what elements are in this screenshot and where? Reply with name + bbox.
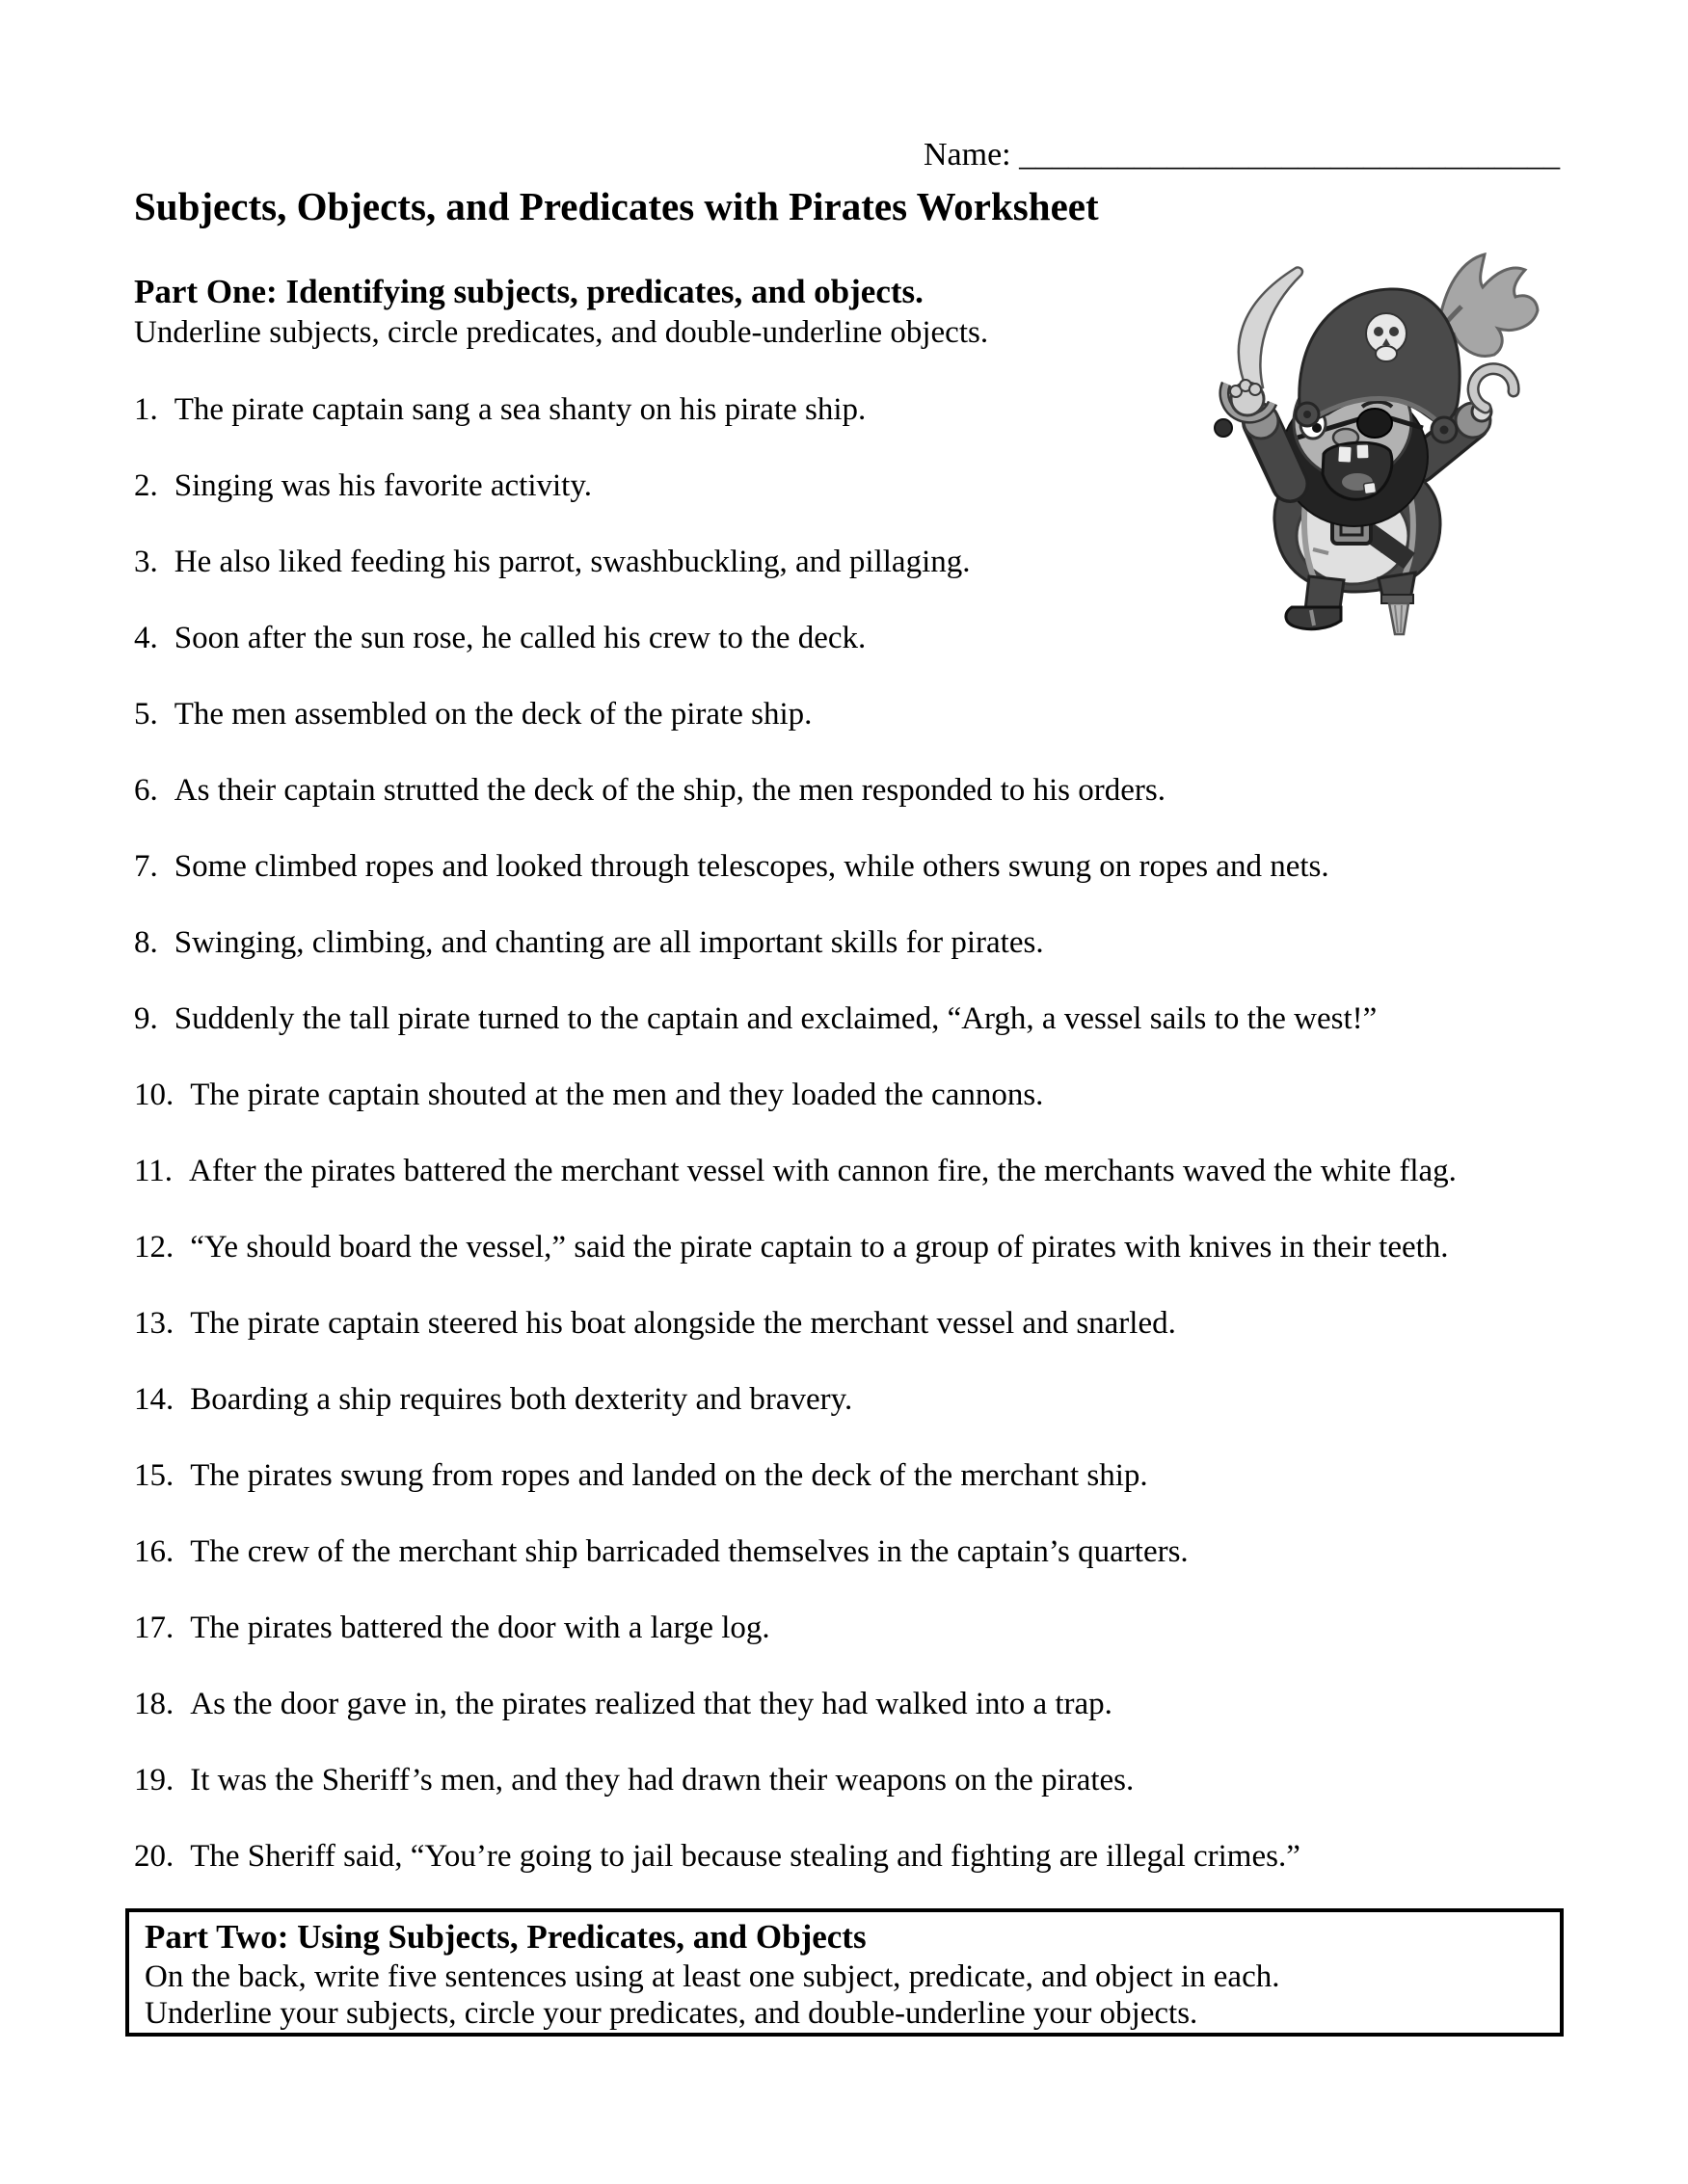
skull-eye-left [1374,327,1383,336]
tooth-upper-right [1356,444,1370,459]
sword-blade [1239,267,1302,395]
sentence-number: 13. [134,1306,174,1341]
sentence-text: Soon after the sun rose, he called his crew to the deck. [174,621,867,655]
knuckle-3 [1249,384,1261,395]
sentence-text: He also liked feeding his parrot, swashbuckling, and pillaging. [174,545,971,579]
sentence-text: As their captain strutted the deck of the ship, the men responded to his orders. [174,773,1166,808]
part-one-heading: Part One: Identifying subjects, predicates, and objects. [134,273,924,310]
hat-curl-right-inner [1440,426,1449,435]
pirate-illustration [1166,231,1542,636]
name-blank-line: _________________________________ [1019,137,1561,173]
sentence-text: Some climbed ropes and looked through telescopes, while others swung on ropes and nets. [174,849,1329,884]
part-two-line2: Underline your subjects, circle your predicates, and double-underline your objects. [145,1996,1198,2031]
part-two-line1: On the back, write five sentences using at least one subject, predicate, and object in each. [145,1959,1280,1994]
sword-pommel [1215,419,1232,437]
sentence-text: The Sheriff said, “You’re going to jail because stealing and fighting are illegal crimes.” [190,1839,1300,1874]
part-two-box [125,1908,1564,2037]
skull-eye-right [1389,327,1399,336]
sentence-text: Boarding a ship requires both dexterity and bravery. [190,1382,853,1417]
part-two-heading: Part Two: Using Subjects, Predicates, and Objects [145,1918,867,1956]
sentence-number: 4. [134,621,158,655]
page-title: Subjects, Objects, and Predicates with Pirates Worksheet [134,184,1099,228]
sentence-number: 15. [134,1458,174,1493]
peg-grain-2 [1401,605,1402,632]
sentence-number: 6. [134,773,158,808]
tooth-upper-left [1338,446,1353,464]
pirate-illustration-svg [1166,231,1542,636]
sentence-item [134,1379,1457,1420]
sentence-item [134,694,1457,734]
pant-cuff [1381,595,1413,603]
skull-jaw [1376,346,1397,361]
sentence-text: The men assembled on the deck of the pirate ship. [174,697,813,732]
sentence-item [134,770,1457,811]
sentence-item [134,1303,1457,1344]
tooth-lower [1363,482,1376,494]
sentence-number: 12. [134,1230,174,1265]
sentence-item [134,1760,1457,1800]
sentence-item [134,1531,1457,1572]
sentence-text: Swinging, climbing, and chanting are all important skills for pirates. [174,925,1044,960]
sentence-item [134,999,1457,1039]
sentence-item [134,1455,1457,1496]
sentence-item [134,1608,1457,1648]
sentence-number: 1. [134,392,158,427]
sentence-number: 8. [134,925,158,960]
sentence-item [134,846,1457,887]
sentence-text: As the door gave in, the pirates realized that they had walked into a trap. [190,1687,1112,1721]
sentence-number: 11. [134,1154,174,1188]
sentence-text: It was the Sheriff’s men, and they had drawn their weapons on the pirates. [190,1763,1135,1798]
sentence-text: The pirate captain steered his boat alongside the merchant vessel and snarled. [190,1306,1176,1341]
sentence-item [134,1684,1457,1724]
sentence-number: 14. [134,1382,174,1417]
sentence-item [134,1151,1457,1191]
part-one-instructions: Underline subjects, circle predicates, and double-underline objects. [134,315,989,350]
sentence-text: The pirates swung from ropes and landed on the deck of the merchant ship. [190,1458,1148,1493]
sentence-text: Suddenly the tall pirate turned to the captain and exclaimed, “Argh, a vessel sails to the west!” [174,1001,1378,1036]
sentence-text: Singing was his favorite activity. [174,468,592,503]
name-label: Name: [924,137,1011,173]
sentence-text: The pirate captain sang a sea shanty on his pirate ship. [174,392,867,427]
hat-curl-left-inner [1303,411,1311,418]
sentence-number: 9. [134,1001,158,1036]
sentence-number: 17. [134,1611,174,1645]
sentence-number: 19. [134,1763,174,1798]
name-field-row [924,137,1560,173]
sentence-number: 2. [134,468,158,503]
sentence-item [134,1836,1457,1877]
sentence-number: 5. [134,697,158,732]
peg-leg [1389,603,1408,634]
sentence-number: 20. [134,1839,174,1874]
sentence-number: 16. [134,1534,174,1569]
sentence-number: 3. [134,545,158,579]
sentence-item [134,1227,1457,1267]
sentence-text: The pirates battered the door with a large log. [190,1611,770,1645]
sentence-number: 7. [134,849,158,884]
sentence-number: 18. [134,1687,174,1721]
eyepatch [1357,409,1392,438]
sentence-number: 10. [134,1078,174,1112]
sentence-text: The pirate captain shouted at the men and they loaded the cannons. [190,1078,1044,1112]
sentence-text: After the pirates battered the merchant vessel with cannon fire, the merchants waved the white flag. [189,1154,1457,1188]
sentence-item [134,1075,1457,1115]
sentence-text: “Ye should board the vessel,” said the pirate captain to a group of pirates with knives in their teeth. [190,1230,1449,1265]
sentence-item [134,922,1457,963]
sentence-text: The crew of the merchant ship barricaded themselves in the captain’s quarters. [190,1534,1189,1569]
